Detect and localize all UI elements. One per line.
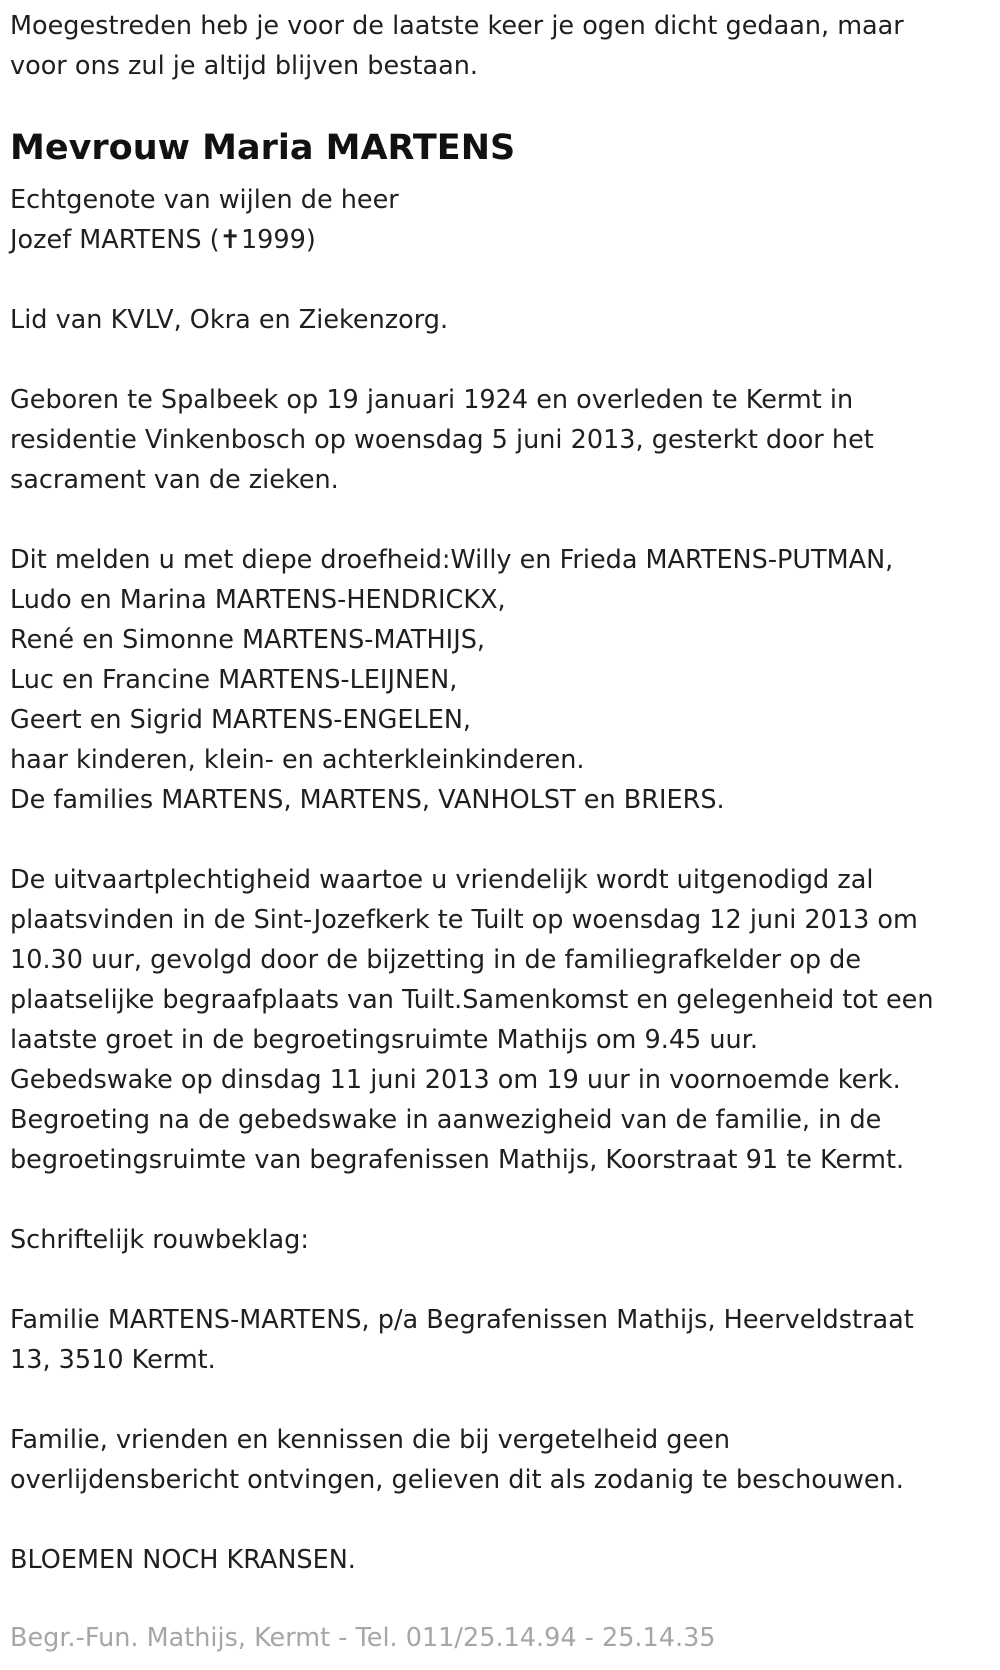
spouse-info	[10, 180, 990, 260]
birth-death-line: sacrament van de zieken.	[10, 465, 339, 495]
notice-line: overlijdensbericht ontvingen, gelieven dit als zodanig te beschouwen.	[10, 1465, 904, 1495]
ceremony-line: plaatselijke begraafplaats van Tuilt.Samenkomst en gelegenheid tot een	[10, 985, 934, 1015]
flowers-notice	[10, 1540, 990, 1580]
notice	[10, 1420, 990, 1500]
poem-line: Moegestreden heb je voor de laatste keer je ogen dicht gedaan, maar	[10, 11, 904, 41]
ceremony-line: De uitvaartplechtigheid waartoe u vriendelijk wordt uitgenodigd zal	[10, 865, 874, 895]
ceremony-line: Begroeting na de gebedswake in aanwezigheid van de familie, in de	[10, 1105, 882, 1135]
spouse-line: Jozef MARTENS (✝1999)	[10, 225, 316, 255]
family-line: Ludo en Marina MARTENS-HENDRICKX,	[10, 585, 506, 615]
family-line: Dit melden u met diepe droefheid:Willy en Frieda MARTENS-PUTMAN,	[10, 545, 894, 575]
family-list	[10, 540, 990, 820]
ceremony-line: Gebedswake op dinsdag 11 juni 2013 om 19 uur in voornoemde kerk.	[10, 1065, 901, 1095]
flowers-line: BLOEMEN NOCH KRANSEN.	[10, 1545, 356, 1575]
deceased-name: Mevrouw Maria MARTENS	[10, 128, 516, 168]
membership-line: Lid van KVLV, Okra en Ziekenzorg.	[10, 305, 449, 335]
birth-death-line: residentie Vinkenbosch op woensdag 5 juni 2013, gesterkt door het	[10, 425, 874, 455]
ceremony-line: laatste groet in de begroetingsruimte Mathijs om 9.45 uur.	[10, 1025, 758, 1055]
family-line: haar kinderen, klein- en achterkleinkinderen.	[10, 745, 585, 775]
family-line: De families MARTENS, MARTENS, VANHOLST en BRIERS.	[10, 785, 725, 815]
condolence-label	[10, 1220, 990, 1260]
ceremony-line: begroetingsruimte van begrafenissen Mathijs, Koorstraat 91 te Kermt.	[10, 1145, 905, 1175]
ceremony-line: plaatsvinden in de Sint-Jozefkerk te Tuilt op woensdag 12 juni 2013 om	[10, 905, 918, 935]
notice-line: Familie, vrienden en kennissen die bij vergetelheid geen	[10, 1425, 730, 1455]
birth-death-info	[10, 380, 990, 500]
spouse-line: Echtgenote van wijlen de heer	[10, 185, 399, 215]
condolence-address-line: Familie MARTENS-MARTENS, p/a Begrafenissen Mathijs, Heerveldstraat	[10, 1305, 914, 1335]
family-line: René en Simonne MARTENS-MATHIJS,	[10, 625, 486, 655]
poem-line: voor ons zul je altijd blijven bestaan.	[10, 51, 478, 81]
condolence-address	[10, 1300, 990, 1380]
poem	[10, 6, 990, 86]
family-line: Geert en Sigrid MARTENS-ENGELEN,	[10, 705, 472, 735]
ceremony-line: 10.30 uur, gevolgd door de bijzetting in de familiegrafkelder op de	[10, 945, 862, 975]
family-line: Luc en Francine MARTENS-LEIJNEN,	[10, 665, 458, 695]
condolence-address-line: 13, 3510 Kermt.	[10, 1345, 216, 1375]
membership	[10, 300, 990, 340]
funeral-home-footer: Begr.-Fun. Mathijs, Kermt - Tel. 011/25.14.94 - 25.14.35	[10, 1623, 716, 1653]
condolence-label-line: Schriftelijk rouwbeklag:	[10, 1225, 309, 1255]
birth-death-line: Geboren te Spalbeek op 19 januari 1924 en overleden te Kermt in	[10, 385, 854, 415]
ceremony-info	[10, 860, 990, 1180]
